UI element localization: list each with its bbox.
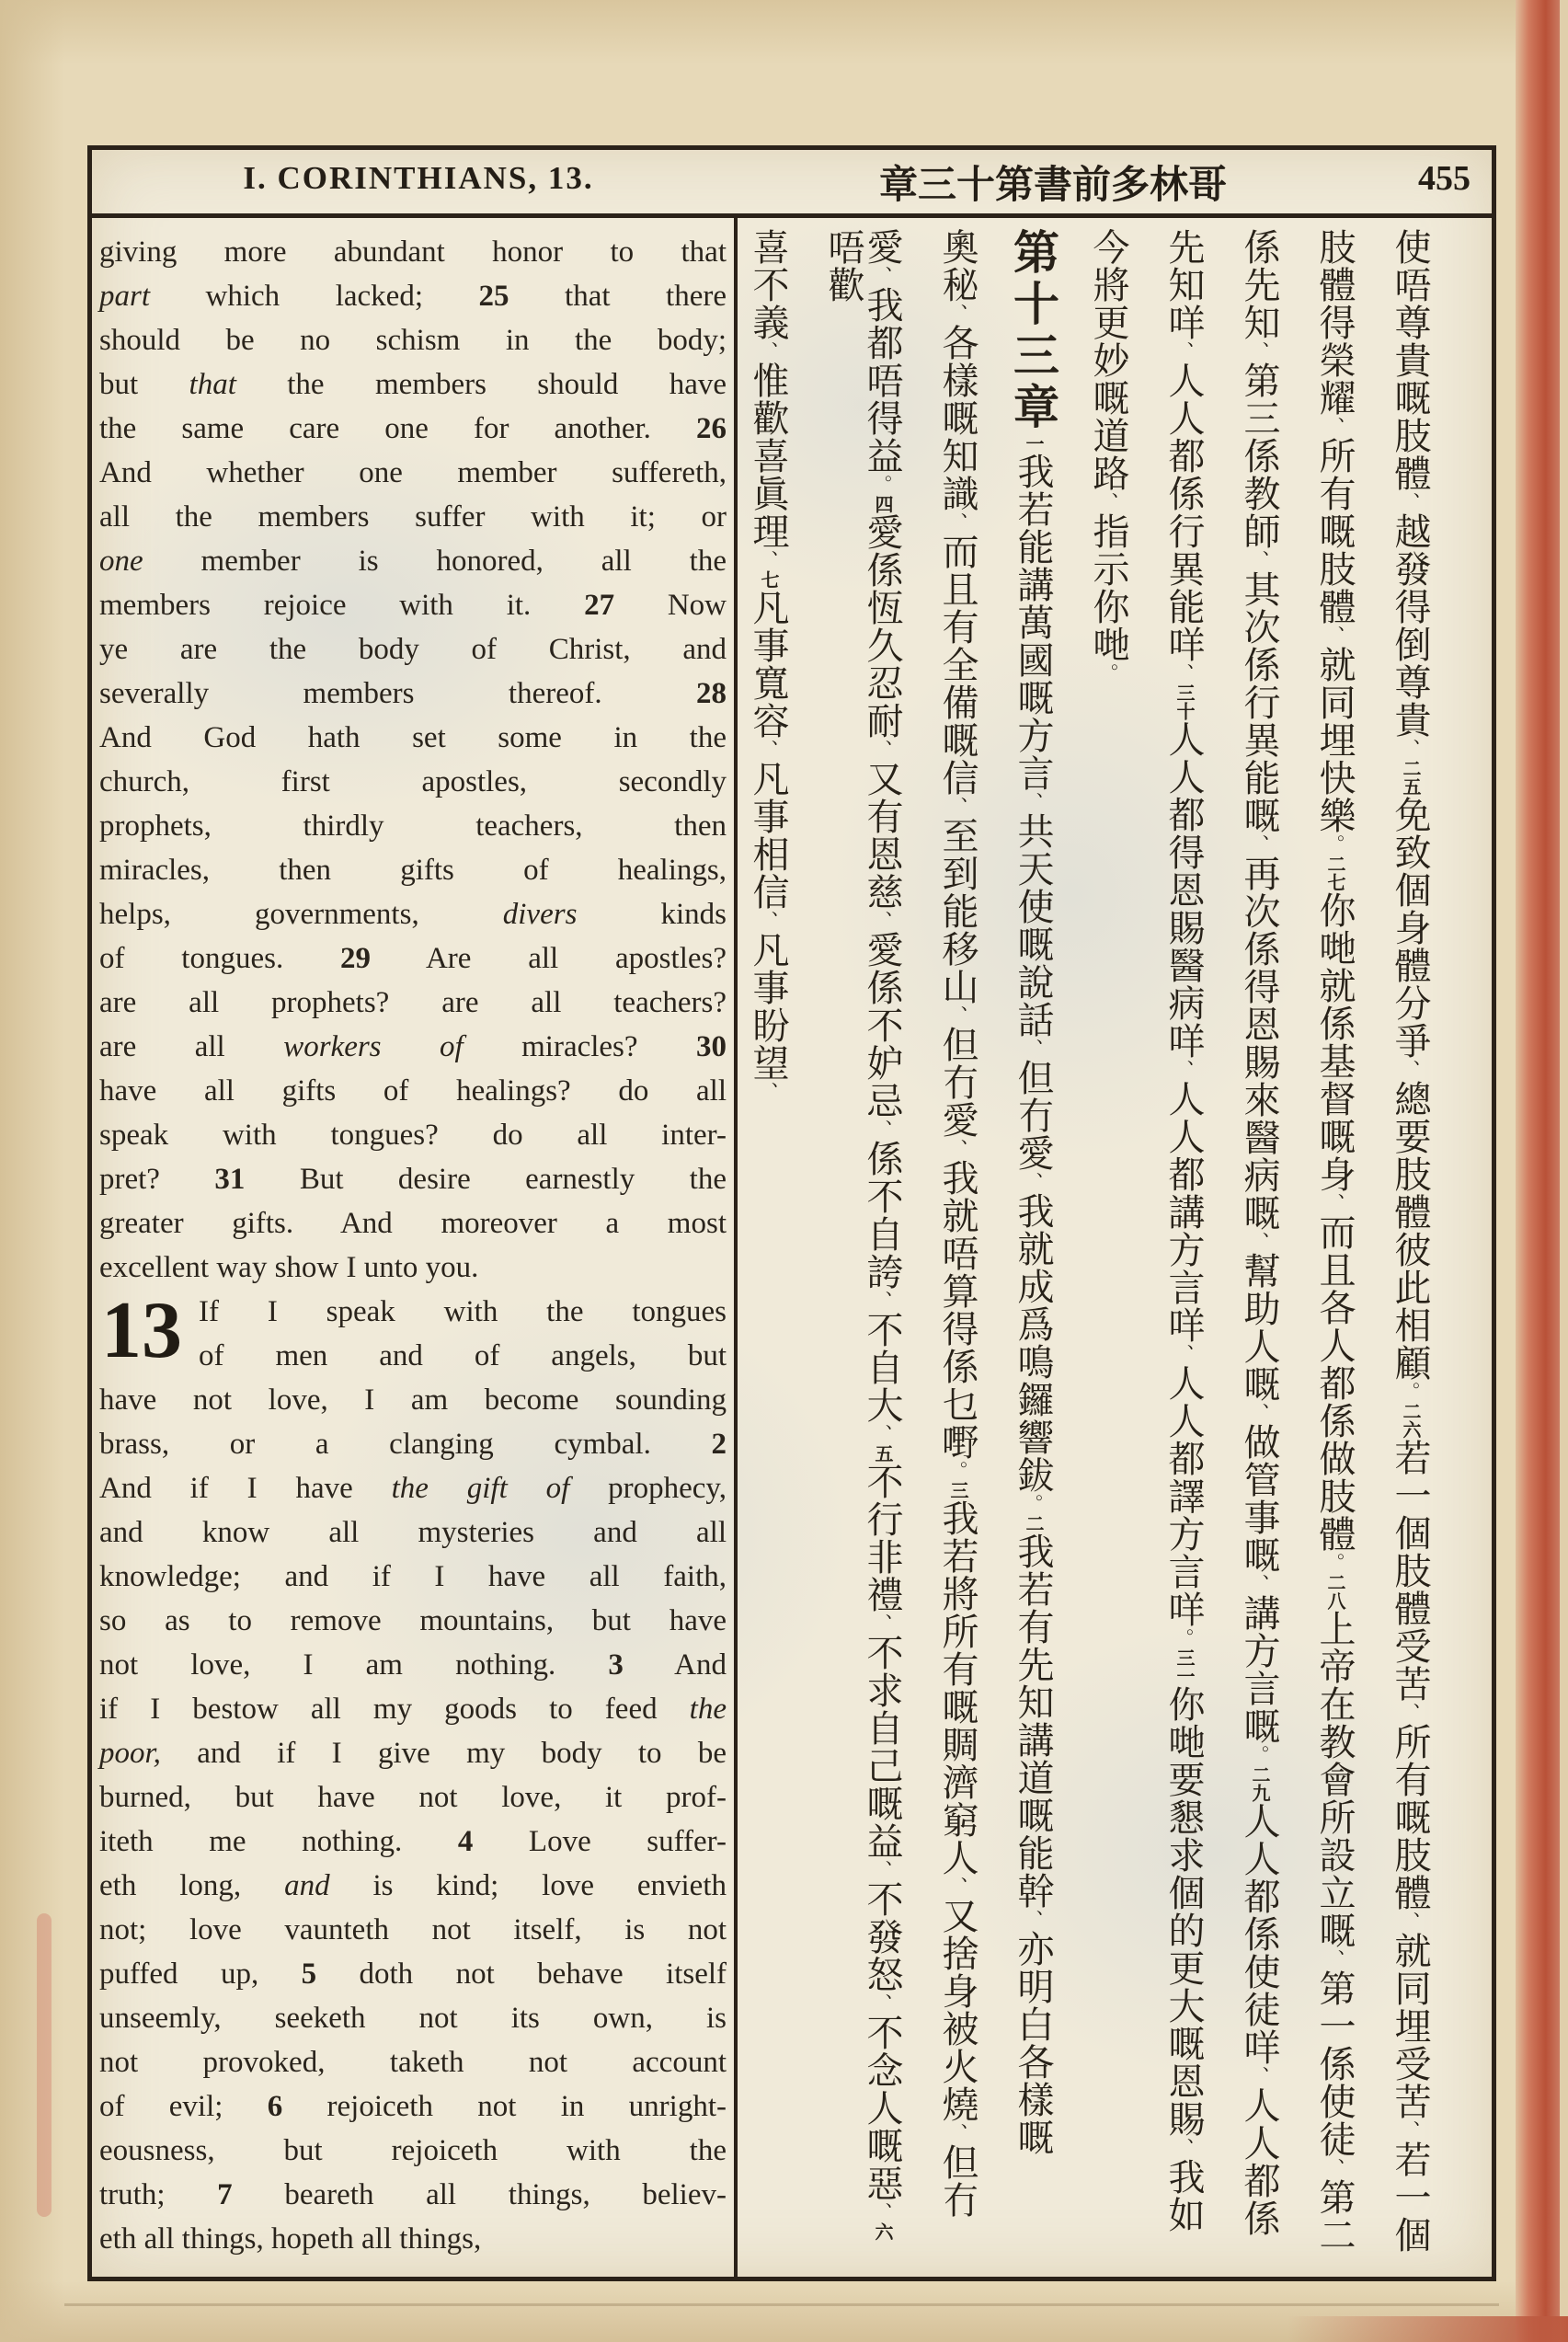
text-line: are all workers of miracles? 30 bbox=[99, 1030, 727, 1063]
header-chinese-title: 章三十第書前多林哥 bbox=[878, 165, 1227, 207]
page-top-edge bbox=[0, 0, 1568, 64]
verse-marker: 三十 bbox=[1173, 683, 1194, 720]
text-line: greater gifts. And moreover a most bbox=[99, 1207, 727, 1240]
text-line: poor, and if I give my body to be bbox=[99, 1737, 727, 1770]
text-line: knowledge; and if I have all faith, bbox=[99, 1560, 727, 1593]
text-line: And if I have the gift of prophecy, bbox=[99, 1472, 727, 1505]
text-line: if I bestow all my goods to feed the bbox=[99, 1693, 727, 1726]
text-line: of tongues. 29 Are all apostles? bbox=[99, 942, 727, 975]
text-line: part which lacked; 25 that there bbox=[99, 280, 727, 313]
verse-marker: 一 bbox=[1023, 434, 1043, 453]
chinese-column: 先知咩、人人都係行異能咩、三十人人都得恩賜醫病咩、人人都講方言咩、人人都譯方言咩。三一你哋要懇求個的更大嘅恩賜、我如 bbox=[1163, 228, 1205, 2233]
text-line: one member is honored, all the bbox=[99, 545, 727, 578]
text-line: members rejoice with it. 27 Now bbox=[99, 589, 727, 622]
verse-marker: 二八 bbox=[1324, 1573, 1345, 1610]
chinese-column: 第十三章一我若能講萬國嘅方言、共天使嘅說話、但冇愛、我就成爲鳴鑼響鈸。二我若有先知講道嘅能幹、亦明白各樣嘅 bbox=[1007, 228, 1059, 2156]
text-line: ye are the body of Christ, and bbox=[99, 633, 727, 666]
text-line: have not love, I am become sounding bbox=[99, 1383, 727, 1417]
text-line: giving more abundant honor to that bbox=[99, 235, 727, 269]
text-line: but that the members should have bbox=[99, 368, 727, 401]
text-line: miracles, then gifts of healings, bbox=[99, 854, 727, 887]
text-line: not love, I am nothing. 3 And bbox=[99, 1648, 727, 1682]
chinese-column: 愛、我都唔得益。四愛係恆久忍耐、又有恩慈、愛係不妒忌、係不自誇、不自大、五不行非禮、不求自己嘅益、不發怒、不念人嘅惡、六唔歡 bbox=[823, 228, 903, 2241]
text-line: prophets, thirdly teachers, then bbox=[99, 809, 727, 843]
verse-marker: 三 bbox=[947, 1481, 967, 1499]
page-right-edge bbox=[1560, 0, 1568, 2342]
verse-marker: 二七 bbox=[1324, 855, 1345, 891]
chinese-column: 肢體得榮耀、所有嘅肢體、就同埋快樂。二七你哋就係基督嘅身、而且各人都係做肢體。二八上帝在教會所設立嘅、第一係使徒、第二 bbox=[1314, 228, 1356, 2254]
text-line: helps, governments, divers kinds bbox=[99, 898, 727, 931]
text-line: not; love vaunteth not itself, is not bbox=[99, 1913, 727, 1946]
text-line: If I speak with the tongues bbox=[199, 1295, 727, 1328]
left-edge-stain bbox=[37, 1913, 52, 2217]
chapter-number-dropcap: 13 bbox=[101, 1286, 182, 1375]
text-line: severally members thereof. 28 bbox=[99, 677, 727, 710]
chapter-13-start bbox=[99, 1286, 727, 1378]
chinese-text bbox=[747, 228, 1494, 2278]
text-line: eth long, and is kind; love envieth bbox=[99, 1869, 727, 1902]
verse-marker: 二六 bbox=[1400, 1402, 1420, 1439]
chinese-column: 奧秘、各樣嘅知識、而且有全備嘅信、至到能移山、但冇愛、我就唔算得係乜嘢。三我若將所有嘅賙濟窮人、又捨身被火燒、但冇 bbox=[937, 228, 979, 2219]
text-line: have all gifts of healings? do all bbox=[99, 1074, 727, 1108]
text-line: eousness, but rejoiceth with the bbox=[99, 2134, 727, 2167]
page-bottom-edge bbox=[0, 2281, 1568, 2342]
text-line: unseemly, seeketh not its own, is bbox=[99, 2002, 727, 2035]
text-line: all the members suffer with it; or bbox=[99, 500, 727, 534]
text-line: so as to remove mountains, but have bbox=[99, 1604, 727, 1637]
text-line: should be no schism in the body; bbox=[99, 324, 727, 357]
text-line: not provoked, taketh not account bbox=[99, 2046, 727, 2079]
text-line: the same care one for another. 26 bbox=[99, 412, 727, 445]
verse-marker: 五 bbox=[872, 1444, 892, 1463]
text-line: burned, but have not love, it prof- bbox=[99, 1781, 727, 1814]
text-line: pret? 31 But desire earnestly the bbox=[99, 1163, 727, 1196]
english-column bbox=[99, 230, 727, 2261]
chinese-column: 係先知、第三係教師、其次係行異能嘅、再次係得恩賜來醫病嘅、幫助人嘅、做管事嘅、講方言嘅。二九人人都係使徒咩、人人都係 bbox=[1239, 228, 1280, 2237]
chinese-column: 今將更妙嘅道路、指示你哋。 bbox=[1088, 228, 1129, 683]
text-line: truth; 7 beareth all things, believ- bbox=[99, 2178, 727, 2211]
red-bottom-edge bbox=[1288, 2316, 1568, 2342]
verse-marker: 二五 bbox=[1400, 759, 1420, 796]
chinese-column: 使唔尊貴嘅肢體、越發得倒尊貴、二五免致個身體分爭、總要肢體彼此相顧。二六若一個肢體受苦、所有嘅肢體、就同埋受苦、若一個 bbox=[1390, 228, 1431, 2254]
verse-marker: 四 bbox=[872, 495, 892, 513]
text-line: iteth me nothing. 4 Love suffer- bbox=[99, 1825, 727, 1858]
text-line: eth all things, hopeth all things, bbox=[99, 2222, 482, 2256]
chinese-column: 喜不義、惟歡喜眞理、七凡事寬容、凡事相信、凡事盼望、 bbox=[748, 228, 789, 1102]
text-line: And whether one member suffereth, bbox=[99, 456, 727, 489]
chinese-chapter-heading: 第十三章 bbox=[1007, 228, 1059, 434]
text-line: excellent way show I unto you. bbox=[99, 1251, 479, 1284]
header-english-title: I. CORINTHIANS, 13. bbox=[243, 160, 594, 196]
verse-marker: 二九 bbox=[1249, 1765, 1269, 1802]
verse-marker: 三一 bbox=[1173, 1648, 1194, 1685]
verse-marker: 七 bbox=[758, 570, 778, 589]
page-number: 455 bbox=[1418, 159, 1471, 198]
text-line: speak with tongues? do all inter- bbox=[99, 1119, 727, 1152]
text-line: puffed up, 5 doth not behave itself bbox=[99, 1957, 727, 1991]
page-left-edge bbox=[0, 0, 64, 2342]
red-fore-edge bbox=[1516, 0, 1560, 2342]
text-line: church, first apostles, secondly bbox=[99, 765, 727, 798]
text-line: brass, or a clanging cymbal. 2 bbox=[99, 1428, 727, 1461]
verse-marker: 二 bbox=[1023, 1514, 1043, 1533]
verse-marker: 六 bbox=[872, 2222, 892, 2241]
text-line: and know all mysteries and all bbox=[99, 1516, 727, 1549]
running-header bbox=[87, 145, 1496, 218]
text-line: of men and of angels, but bbox=[199, 1339, 727, 1372]
text-line: And God hath set some in the bbox=[99, 721, 727, 754]
text-line: are all prophets? are all teachers? bbox=[99, 986, 727, 1019]
text-line: of evil; 6 rejoiceth not in unright- bbox=[99, 2090, 727, 2123]
bottom-crease bbox=[64, 2303, 1499, 2306]
column-divider-rule bbox=[734, 218, 738, 2281]
